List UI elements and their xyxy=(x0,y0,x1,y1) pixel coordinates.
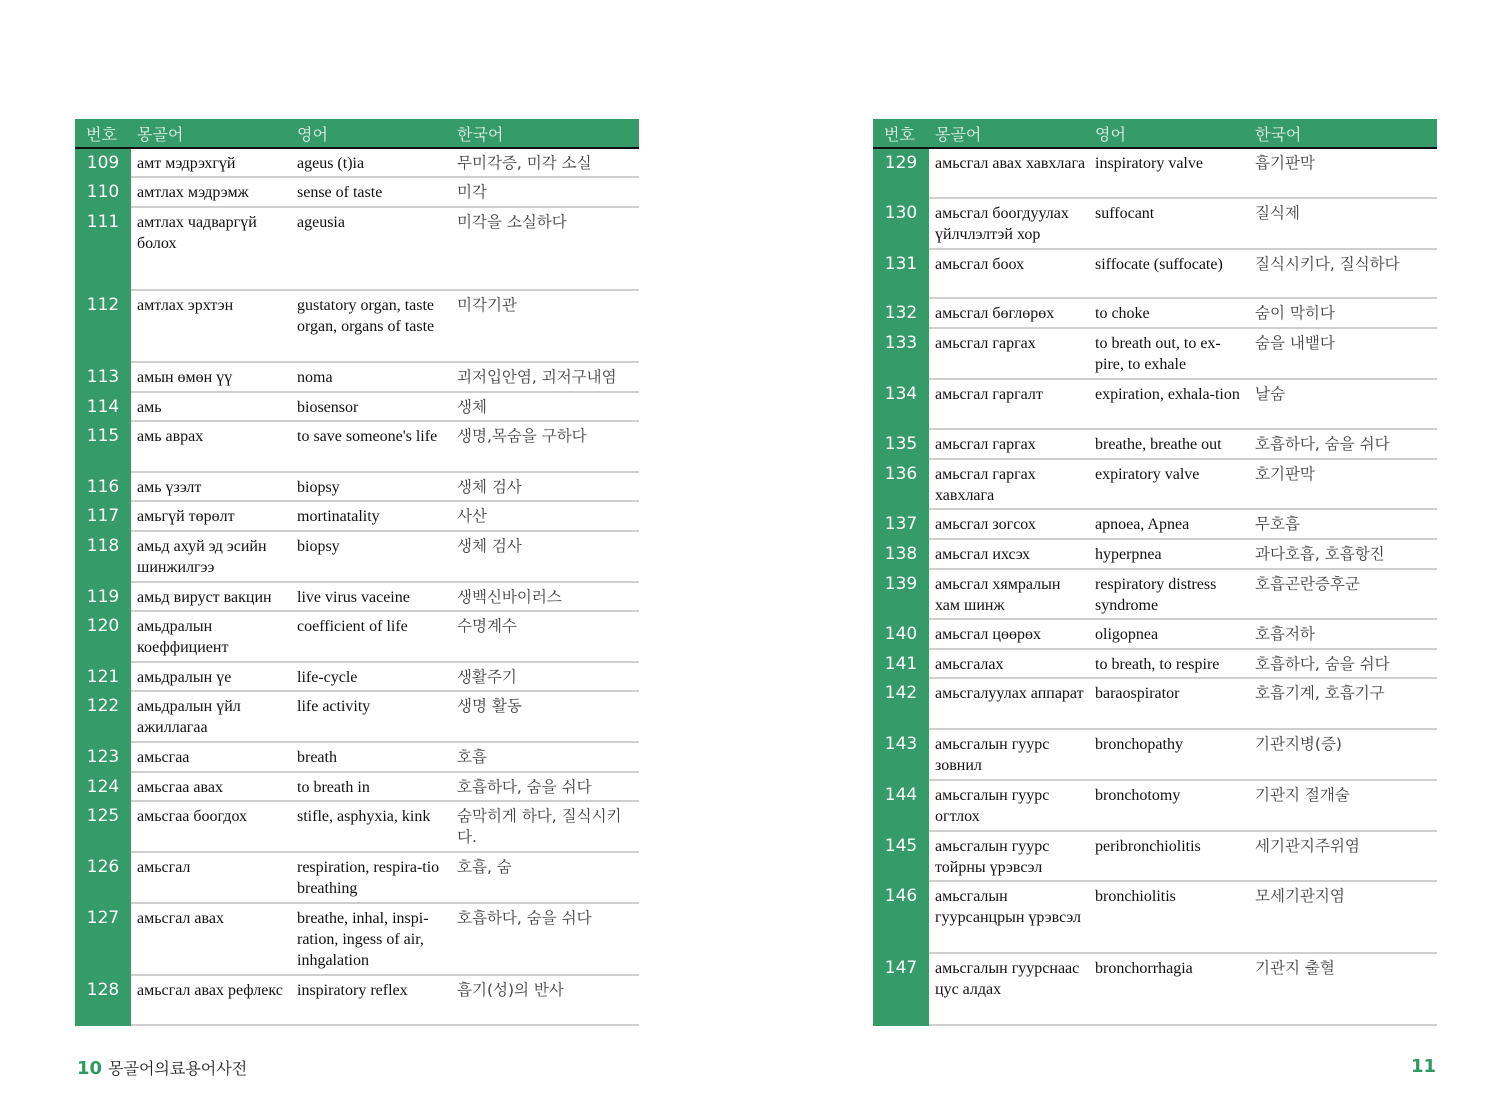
table-row xyxy=(873,882,1437,954)
entry-number: 143 xyxy=(873,730,929,781)
mongolian-term: амьдралын үйл ажиллагаа xyxy=(137,698,241,736)
table-row xyxy=(873,250,1437,299)
mongolian-term: амьдралын коеффициент xyxy=(137,618,229,656)
mongolian-term: амьсгал ихсэх xyxy=(935,546,1031,563)
english-term: to save someone's life xyxy=(297,428,438,445)
table-row xyxy=(873,540,1437,570)
table-row xyxy=(873,620,1437,650)
entry-number: 120 xyxy=(75,612,131,663)
entry-number: 136 xyxy=(873,460,929,510)
english-term: biopsy xyxy=(297,479,340,496)
mongolian-term: амьсгал гаргалт xyxy=(935,386,1043,403)
english-term: siffocate (suffocate) xyxy=(1095,256,1223,273)
entry-number: 138 xyxy=(873,540,929,570)
korean-term: 생명,목숨을 구하다 xyxy=(457,427,587,445)
table-row xyxy=(75,612,639,663)
mongolian-term: амьсгал авах xyxy=(137,910,224,927)
korean-term: 미각 xyxy=(457,183,487,201)
table-row xyxy=(75,363,639,393)
korean-term: 숨을 내뱉다 xyxy=(1255,334,1335,352)
mongolian-term: амьсгал зогсох xyxy=(935,516,1036,533)
english-term: life activity xyxy=(297,698,371,715)
table-row xyxy=(75,583,639,612)
table-row xyxy=(75,291,639,363)
english-term: noma xyxy=(297,369,333,386)
table-row xyxy=(75,773,639,802)
mongolian-term: амьсгал авах хавхлага xyxy=(935,155,1086,172)
korean-term: 기관지 출혈 xyxy=(1255,959,1335,977)
korean-term: 미각을 소실하다 xyxy=(457,213,567,231)
korean-term: 호흡, 숨 xyxy=(457,858,512,876)
table-row xyxy=(873,149,1437,199)
table-row xyxy=(75,802,639,853)
entry-number: 114 xyxy=(75,393,131,422)
entry-number: 134 xyxy=(873,380,929,430)
table-row xyxy=(873,380,1437,430)
right-page-footer xyxy=(1411,1056,1436,1077)
english-term: oligopnea xyxy=(1095,626,1159,643)
table-row xyxy=(873,679,1437,730)
mongolian-term: амьсгалын гуурс тойрны үрэвсэл xyxy=(935,838,1050,876)
header-korean: 한국어 xyxy=(457,125,504,144)
english-term: breathe, inhal, inspi-ration, ingess of air, inhgalation xyxy=(297,910,429,969)
entry-number: 116 xyxy=(75,473,131,502)
english-term: life-cycle xyxy=(297,669,358,686)
english-term: expiration, exhala-tion xyxy=(1095,386,1240,403)
entry-number: 137 xyxy=(873,510,929,540)
entry-number: 141 xyxy=(873,650,929,679)
english-term: to breath out, to ex-pire, to exhale xyxy=(1095,335,1221,373)
english-term: to choke xyxy=(1095,305,1150,322)
header-mongolian: 몽골어 xyxy=(935,125,982,144)
entry-number: 115 xyxy=(75,422,131,473)
header-english: 영어 xyxy=(1095,125,1126,144)
table-row xyxy=(873,199,1437,250)
mongolian-term: амьсгаа боогдох xyxy=(137,808,248,825)
english-term: ageus (t)ia xyxy=(297,155,365,172)
table-row xyxy=(873,299,1437,329)
mongolian-term: амтлах чадваргүй болох xyxy=(137,214,257,252)
table-header xyxy=(873,119,1437,149)
english-term: live virus vaceine xyxy=(297,589,410,606)
header-number: 번호 xyxy=(884,125,915,144)
english-term: bronchopathy xyxy=(1095,736,1183,753)
english-term: bronchiolitis xyxy=(1095,888,1176,905)
korean-term: 세기관지주위염 xyxy=(1255,837,1360,855)
korean-term: 수명계수 xyxy=(457,617,517,635)
mongolian-term: амьд вируст вакцин xyxy=(137,589,272,606)
table-row xyxy=(873,510,1437,540)
table-row xyxy=(75,976,639,1026)
mongolian-term: амтлах эрхтэн xyxy=(137,297,234,314)
entry-number: 131 xyxy=(873,250,929,299)
mongolian-term: амт мэдрэхгүй xyxy=(137,155,236,172)
entry-number: 133 xyxy=(873,329,929,380)
book-title: 몽골어의료용어사전 xyxy=(108,1059,248,1078)
table-row xyxy=(873,832,1437,882)
korean-term: 무미각증, 미각 소실 xyxy=(457,154,592,172)
table-row xyxy=(873,650,1437,679)
entry-number: 142 xyxy=(873,679,929,730)
korean-term: 사산 xyxy=(457,507,487,525)
mongolian-term: амьсгалын гуурс зовнил xyxy=(935,736,1050,774)
mongolian-term: амьсгалах xyxy=(935,656,1004,673)
entry-number: 146 xyxy=(873,882,929,954)
korean-term: 기관지병(증) xyxy=(1255,735,1342,753)
table-row xyxy=(75,853,639,904)
korean-term: 미각기관 xyxy=(457,296,517,314)
mongolian-term: амьсгал боох xyxy=(935,256,1025,273)
entry-number: 145 xyxy=(873,832,929,882)
entry-number: 130 xyxy=(873,199,929,250)
korean-term: 과다호흡, 호흡항진 xyxy=(1255,545,1385,563)
table-header xyxy=(75,119,639,149)
mongolian-term: амьсгалын гуурс огтлох xyxy=(935,787,1050,825)
entry-number: 110 xyxy=(75,178,131,208)
entry-number: 121 xyxy=(75,663,131,692)
left-page-footer xyxy=(77,1056,247,1079)
table-row xyxy=(873,954,1437,1026)
korean-term: 호흡곤란증후군 xyxy=(1255,575,1360,593)
entry-number: 117 xyxy=(75,502,131,532)
entry-number: 139 xyxy=(873,570,929,620)
english-term: bronchorrhagia xyxy=(1095,960,1193,977)
entry-number: 111 xyxy=(75,208,131,291)
mongolian-term: амьсгал гаргах хавхлага xyxy=(935,466,1036,504)
english-term: peribronchiolitis xyxy=(1095,838,1201,855)
korean-term: 숨이 막히다 xyxy=(1255,304,1335,322)
korean-term: 생명 활동 xyxy=(457,697,522,715)
korean-term: 질식시키다, 질식하다 xyxy=(1255,255,1400,273)
korean-term: 호흡하다, 숨을 쉬다 xyxy=(457,909,592,927)
korean-term: 호흡기계, 호흡기구 xyxy=(1255,684,1385,702)
english-term: stifle, asphyxia, kink xyxy=(297,808,431,825)
korean-term: 괴저입안염, 괴저구내염 xyxy=(457,368,617,386)
korean-term: 생체 xyxy=(457,398,487,416)
mongolian-term: амьсгалын гуурсанцрын үрэвсэл xyxy=(935,888,1081,926)
korean-term: 모세기관지염 xyxy=(1255,887,1345,905)
korean-term: 질식제 xyxy=(1255,204,1300,222)
korean-term: 호흡하다, 숨을 쉬다 xyxy=(1255,435,1390,453)
table-row xyxy=(75,502,639,532)
table-row xyxy=(75,663,639,692)
mongolian-term: амьсгал авах рефлекс xyxy=(137,982,283,999)
english-term: coefficient of life xyxy=(297,618,408,635)
header-number: 번호 xyxy=(86,125,117,144)
entry-number: 147 xyxy=(873,954,929,1026)
entry-number: 125 xyxy=(75,802,131,853)
mongolian-term: амьсгал xyxy=(137,859,191,876)
english-term: suffocant xyxy=(1095,205,1155,222)
table-row xyxy=(873,329,1437,380)
mongolian-term: амьсгалуулах аппарат xyxy=(935,685,1084,702)
english-term: breathe, breathe out xyxy=(1095,436,1222,453)
korean-term: 생체 검사 xyxy=(457,537,522,555)
english-term: hyperpnea xyxy=(1095,546,1162,563)
korean-term: 흡기판막 xyxy=(1255,154,1315,172)
korean-term: 흡기(성)의 반사 xyxy=(457,981,564,999)
english-term: biosensor xyxy=(297,399,359,416)
entry-number: 109 xyxy=(75,149,131,178)
table-row xyxy=(75,422,639,473)
table-row xyxy=(873,460,1437,510)
page-number: 10 xyxy=(77,1058,103,1079)
entry-number: 122 xyxy=(75,692,131,743)
mongolian-term: амьсгаа авах xyxy=(137,779,223,796)
mongolian-term: амьдралын үе xyxy=(137,669,232,686)
english-term: ageusia xyxy=(297,214,345,231)
mongolian-term: амын өмөн үү xyxy=(137,369,233,386)
entry-number: 135 xyxy=(873,430,929,460)
english-term: respiratory distress syndrome xyxy=(1095,576,1217,614)
table-row xyxy=(75,904,639,976)
mongolian-term: амьсгаа xyxy=(137,749,190,766)
korean-term: 기관지 절개술 xyxy=(1255,786,1350,804)
table-row xyxy=(75,208,639,291)
header-english: 영어 xyxy=(297,125,328,144)
mongolian-term: амьсгал бөглөрөх xyxy=(935,305,1055,322)
header-korean: 한국어 xyxy=(1255,125,1302,144)
korean-term: 날숨 xyxy=(1255,385,1285,403)
mongolian-term: амьсгал хямралын хам шинж xyxy=(935,576,1061,614)
table-row xyxy=(873,430,1437,460)
table-row xyxy=(75,178,639,208)
table-row xyxy=(75,692,639,743)
english-term: bronchotomy xyxy=(1095,787,1181,804)
korean-term: 호흡하다, 숨을 쉬다 xyxy=(1255,655,1390,673)
english-term: to breath, to respire xyxy=(1095,656,1220,673)
mongolian-term: амьсгалын гуурснаас цус алдах xyxy=(935,960,1080,998)
page-number: 11 xyxy=(1410,1056,1436,1077)
mongolian-term: амьсгал гаргах xyxy=(935,436,1036,453)
entry-number: 132 xyxy=(873,299,929,329)
mongolian-term: амьгүй төрөлт xyxy=(137,508,235,525)
english-term: sense of taste xyxy=(297,184,383,201)
mongolian-term: амьсгал гаргах xyxy=(935,335,1036,352)
korean-term: 호흡저하 xyxy=(1255,625,1315,643)
korean-term: 생활주기 xyxy=(457,668,517,686)
english-term: inspiratory valve xyxy=(1095,155,1203,172)
mongolian-term: амьсгал цөөрөх xyxy=(935,626,1041,643)
korean-term: 무호흡 xyxy=(1255,515,1300,533)
left-dictionary-table xyxy=(75,119,639,1000)
table-row xyxy=(75,393,639,422)
entry-number: 126 xyxy=(75,853,131,904)
mongolian-term: амь xyxy=(137,399,162,416)
table-row xyxy=(75,532,639,583)
english-term: inspiratory reflex xyxy=(297,982,408,999)
entry-number: 113 xyxy=(75,363,131,393)
mongolian-term: амь үзэлт xyxy=(137,479,202,496)
entry-number: 128 xyxy=(75,976,131,1026)
entry-number: 124 xyxy=(75,773,131,802)
korean-term: 생체 검사 xyxy=(457,478,522,496)
right-dictionary-table xyxy=(873,119,1437,998)
mongolian-term: амтлах мэдрэмж xyxy=(137,184,249,201)
entry-number: 123 xyxy=(75,743,131,773)
english-term: gustatory organ, taste organ, organs of taste xyxy=(297,297,435,335)
english-term: respiration, respira-tio breathing xyxy=(297,859,440,897)
korean-term: 호흡하다, 숨을 쉬다 xyxy=(457,778,592,796)
entry-number: 144 xyxy=(873,781,929,832)
table-row xyxy=(873,730,1437,781)
mongolian-term: амь аврах xyxy=(137,428,204,445)
table-row xyxy=(873,781,1437,832)
english-term: expiratory valve xyxy=(1095,466,1200,483)
entry-number: 127 xyxy=(75,904,131,976)
table-row xyxy=(75,743,639,773)
mongolian-term: амьд ахуй эд эсийн шинжилгээ xyxy=(137,538,267,576)
english-term: to breath in xyxy=(297,779,370,796)
korean-term: 생백신바이러스 xyxy=(457,588,562,606)
english-term: biopsy xyxy=(297,538,340,555)
english-term: baraospirator xyxy=(1095,685,1180,702)
korean-term: 숨막히게 하다, 질식시키다. xyxy=(457,807,622,846)
entry-number: 140 xyxy=(873,620,929,650)
entry-number: 118 xyxy=(75,532,131,583)
mongolian-term: амьсгал боогдуулах үйлчлэлтэй хор xyxy=(935,205,1069,243)
table-row xyxy=(873,570,1437,620)
english-term: apnoea, Apnea xyxy=(1095,516,1190,533)
table-row xyxy=(75,473,639,502)
english-term: mortinatality xyxy=(297,508,380,525)
korean-term: 호흡 xyxy=(457,748,487,766)
header-mongolian: 몽골어 xyxy=(137,125,184,144)
english-term: breath xyxy=(297,749,337,766)
entry-number: 119 xyxy=(75,583,131,612)
entry-number: 112 xyxy=(75,291,131,363)
entry-number: 129 xyxy=(873,149,929,199)
korean-term: 호기판막 xyxy=(1255,465,1315,483)
table-row xyxy=(75,149,639,178)
